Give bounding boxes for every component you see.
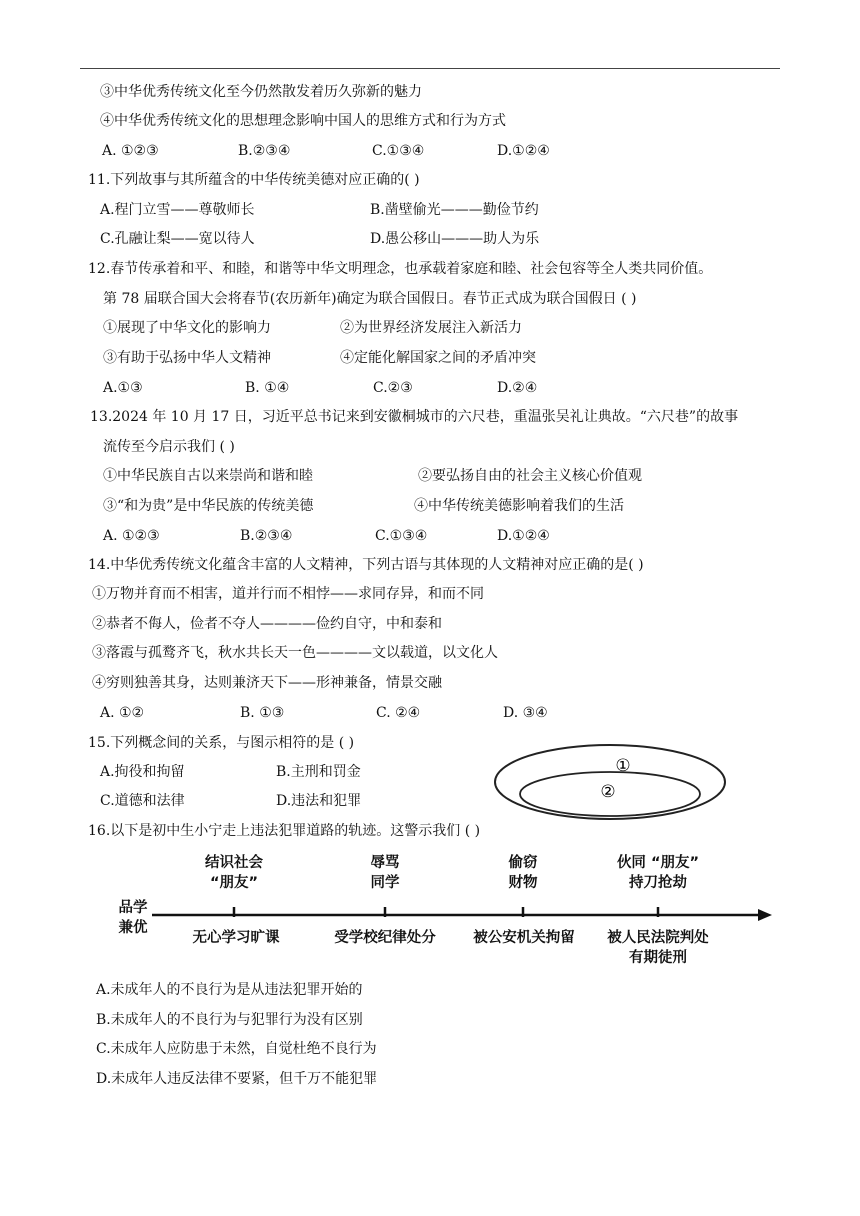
option-d[interactable]: D.①②④ — [497, 143, 550, 159]
q15-option-b[interactable]: B.主刑和罚金 — [276, 764, 361, 780]
q16-option-a[interactable]: A.未成年人的不良行为是从违法犯罪开始的 — [96, 982, 363, 998]
timeline-event-4: 伙同 “朋友” 持刀抢劫 — [616, 855, 700, 891]
q12-item-4: ④定能化解国家之间的矛盾冲突 — [340, 350, 536, 366]
q11-option-b[interactable]: B.凿壁偷光———勤俭节约 — [370, 202, 539, 218]
q12-option-b[interactable]: B. ①④ — [245, 380, 290, 396]
inner-label: ② — [600, 782, 616, 802]
option-c[interactable]: C.①③④ — [372, 143, 425, 159]
timeline-consequence-1: 无心学习旷课 — [192, 930, 280, 946]
q13-item-2: ②要弘扬自由的社会主义核心价值观 — [418, 468, 642, 484]
q14-item-3: ③落霞与孤鹜齐飞，秋水共长天一色————文以载道，以文化人 — [92, 645, 498, 661]
q13-option-a[interactable]: A. ①②③ — [103, 528, 160, 544]
q15-option-d[interactable]: D.违法和犯罪 — [276, 793, 362, 809]
concept-relation-diagram — [490, 740, 730, 826]
q14-option-d[interactable]: D. ③④ — [503, 705, 548, 721]
timeline-consequence-4: 被人民法院判处 有期徒刑 — [607, 930, 709, 966]
q14-option-a[interactable]: A. ①② — [100, 705, 145, 721]
q11-option-d[interactable]: D.愚公移山———助人为乐 — [370, 231, 540, 247]
timeline-consequence-2: 受学校纪律处分 — [334, 930, 436, 946]
q14-option-b[interactable]: B. ①③ — [240, 705, 285, 721]
timeline-consequence-3: 被公安机关拘留 — [473, 930, 575, 946]
item-4-text: ④中华优秀传统文化的思想理念影响中国人的思维方式和行为方式 — [100, 113, 506, 129]
q13-option-d[interactable]: D.①②④ — [497, 528, 550, 544]
question-15-stem: 15.下列概念间的关系，与图示相符的是 ( ) — [88, 735, 355, 751]
q14-item-1: ①万物并育而不相害，道并行而不相悖——求同存异，和而不同 — [92, 586, 484, 602]
q12-option-d[interactable]: D.②④ — [497, 380, 538, 396]
q16-option-c[interactable]: C.未成年人应防患于未然，自觉杜绝不良行为 — [96, 1041, 377, 1057]
q13-item-4: ④中华传统美德影响着我们的生活 — [414, 498, 624, 514]
timeline-event-3: 偷窃 财物 — [508, 855, 538, 891]
question-12-stem-line2: 第 78 届联合国大会将春节(农历新年)确定为联合国假日。春节正式成为联合国假日 ( ) — [103, 291, 637, 307]
timeline-event-2: 辱骂 同学 — [370, 855, 400, 891]
option-a[interactable]: A. ①②③ — [102, 143, 159, 159]
q11-option-c[interactable]: C.孔融让梨——宽以待人 — [100, 231, 255, 247]
timeline-arrow — [150, 905, 780, 925]
q15-option-c[interactable]: C.道德和法律 — [100, 793, 185, 809]
q15-option-a[interactable]: A.拘役和拘留 — [100, 764, 185, 780]
q13-option-c[interactable]: C.①③④ — [375, 528, 428, 544]
timeline-event-1: 结识社会 “朋友” — [205, 855, 263, 891]
q13-item-1: ①中华民族自古以来崇尚和谐和睦 — [103, 468, 313, 484]
question-11-stem: 11.下列故事与其所蕴含的中华传统美德对应正确的( ) — [88, 172, 420, 188]
q16-option-b[interactable]: B.未成年人的不良行为与犯罪行为没有区别 — [96, 1012, 363, 1028]
timeline-start: 品学 兼优 — [118, 900, 148, 936]
q14-option-c[interactable]: C. ②④ — [376, 705, 421, 721]
q14-item-4: ④穷则独善其身，达则兼济天下——形神兼备，情景交融 — [92, 675, 442, 691]
question-14-stem: 14.中华优秀传统文化蕴含丰富的人文精神，下列古语与其体现的人文精神对应正确的是( ) — [88, 557, 644, 573]
q14-item-2: ②恭者不侮人，俭者不夺人————俭约自守，中和泰和 — [92, 616, 442, 632]
q12-item-2: ②为世界经济发展注入新活力 — [340, 320, 522, 336]
q16-option-d[interactable]: D.未成年人违反法律不要紧，但千万不能犯罪 — [96, 1071, 378, 1087]
q11-option-a[interactable]: A.程门立雪——尊敬师长 — [100, 202, 255, 218]
q13-item-3: ③“和为贵”是中华民族的传统美德 — [103, 498, 314, 514]
outer-label: ① — [615, 756, 631, 776]
question-13-stem-line2: 流传至今启示我们 ( ) — [103, 439, 235, 455]
q12-option-a[interactable]: A.①③ — [103, 380, 143, 396]
q12-item-3: ③有助于弘扬中华人文精神 — [103, 350, 271, 366]
q12-item-1: ①展现了中华文化的影响力 — [103, 320, 271, 336]
item-3-text: ③中华优秀传统文化至今仍然散发着历久弥新的魅力 — [100, 84, 422, 100]
question-13-stem-line1: 13.2024 年 10 月 17 日，习近平总书记来到安徽桐城市的六尺巷，重温张吴礼让典故。“六尺巷”的故事 — [90, 409, 739, 425]
header-rule — [80, 68, 780, 69]
q12-option-c[interactable]: C.②③ — [373, 380, 413, 396]
question-12-stem-line1: 12.春节传承着和平、和睦，和谐等中华文明理念，也承载着家庭和睦、社会包容等全人类共同价值。 — [88, 261, 713, 277]
option-b[interactable]: B.②③④ — [238, 143, 291, 159]
question-16-stem: 16.以下是初中生小宁走上违法犯罪道路的轨迹。这警示我们 ( ) — [88, 823, 481, 839]
q13-option-b[interactable]: B.②③④ — [240, 528, 293, 544]
